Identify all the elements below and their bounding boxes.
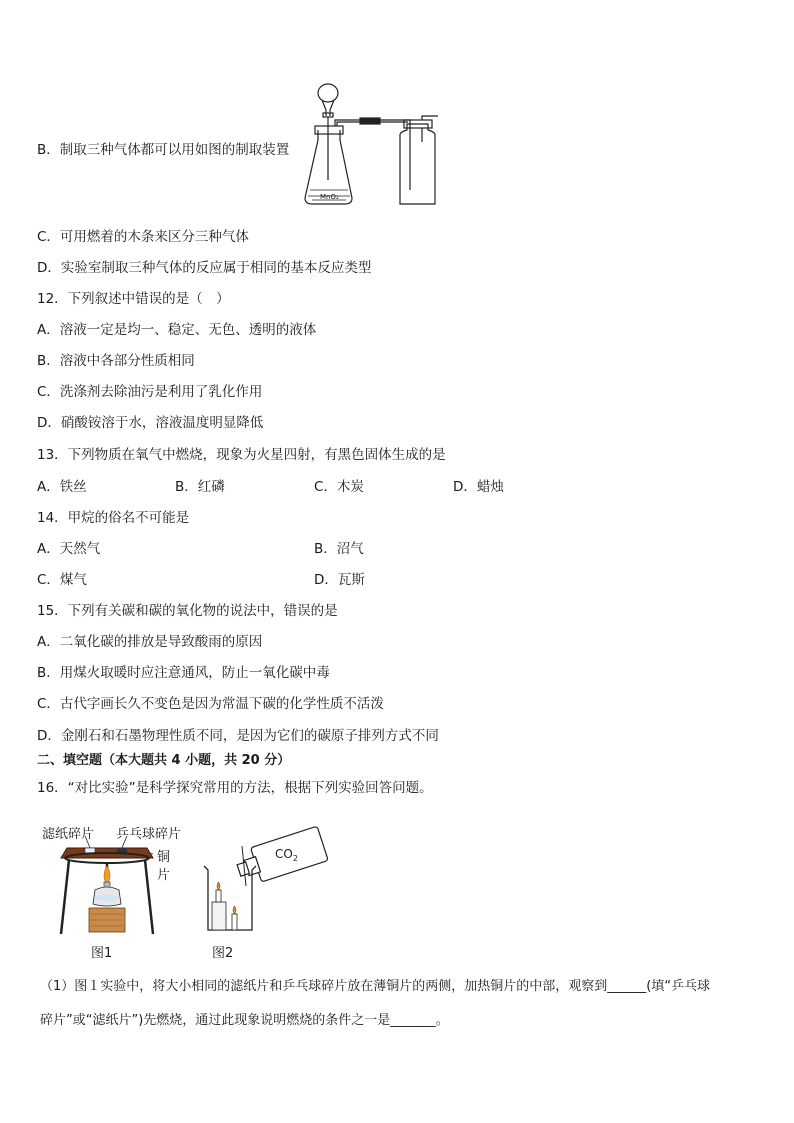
q14-option-b: B．沼气 (314, 541, 364, 557)
q15-option-a: A．二氧化碳的排放是导致酸雨的原因 (37, 634, 263, 650)
q12-stem: 12．下列叙述中错误的是（ ） (37, 291, 230, 307)
q15-option-b: B．用煤火取暖时应注意通风，防止一氧化碳中毒 (37, 665, 330, 681)
fig1-combustion-setup (55, 836, 165, 936)
apparatus-mno2-label: MnO₂ (320, 193, 339, 201)
q12-option-a: A．溶液一定是均一、稳定、无色、透明的液体 (37, 322, 317, 338)
q12-option-c: C．洗涤剂去除油污是利用了乳化作用 (37, 384, 263, 400)
q13-option-b: B．红磷 (175, 479, 225, 495)
fig2-co2-subscript: 2 (292, 854, 298, 863)
q15-option-d: D．金刚石和石墨物理性质不同，是因为它们的碳原子排列方式不同 (37, 728, 439, 744)
fig1-label-pingpong: 乒乓球碎片 (116, 827, 182, 842)
q16-stem: 16．“对比实验”是科学探究常用的方法，根据下列实验回答问题。 (37, 780, 433, 796)
fig2-co2-text: CO (275, 847, 293, 861)
fig2-co2-candle-setup (200, 826, 325, 936)
fig1-label-filter-paper: 滤纸碎片 (42, 827, 95, 842)
fig2-caption: 图2 (212, 946, 234, 961)
q13-stem: 13．下列物质在氧气中燃烧，现象为火星四射，有黑色固体生成的是 (37, 447, 446, 463)
fig1-label-copper-2: 片 (157, 868, 171, 883)
q16-sub1-line1: （1）图１实验中，将大小相同的滤纸片和乒乓球碎片放在薄铜片的两侧，加热铜片的中部，观察到______(填“乒乓球 (40, 979, 711, 994)
q14-option-d: D．瓦斯 (314, 572, 365, 588)
q12-option-b: B．溶液中各部分性质相同 (37, 353, 195, 369)
q12-option-d: D．硝酸铵溶于水，溶液温度明显降低 (37, 415, 264, 431)
q11-option-c: C．可用燃着的木条来区分三种气体 (37, 229, 249, 245)
fig1-label-copper-1: 铜 (157, 850, 171, 865)
section-heading-fill-in: 二、填空题（本大题共 4 小题，共 20 分） (37, 753, 291, 768)
q13-option-d: D．蜡烛 (453, 479, 504, 495)
q15-option-c: C．古代字画长久不变色是因为常温下碳的化学性质不活泼 (37, 696, 384, 712)
gas-generation-apparatus (300, 80, 450, 210)
q14-option-a: A．天然气 (37, 541, 101, 557)
q13-option-c: C．木炭 (314, 479, 364, 495)
fig1-caption: 图1 (91, 946, 113, 961)
q16-sub1-line2: 碎片”或“滤纸片”)先燃烧，通过此现象说明燃烧的条件之一是_______。 (40, 1013, 449, 1028)
q11-option-b: B．制取三种气体都可以用如图的制取装置 (37, 142, 290, 158)
q14-stem: 14．甲烷的俗名不可能是 (37, 510, 190, 526)
q13-option-a: A．铁丝 (37, 479, 87, 495)
q15-stem: 15．下列有关碳和碳的氧化物的说法中，错误的是 (37, 603, 338, 619)
q14-option-c: C．煤气 (37, 572, 87, 588)
q11-option-d: D．实验室制取三种气体的反应属于相同的基本反应类型 (37, 260, 372, 276)
